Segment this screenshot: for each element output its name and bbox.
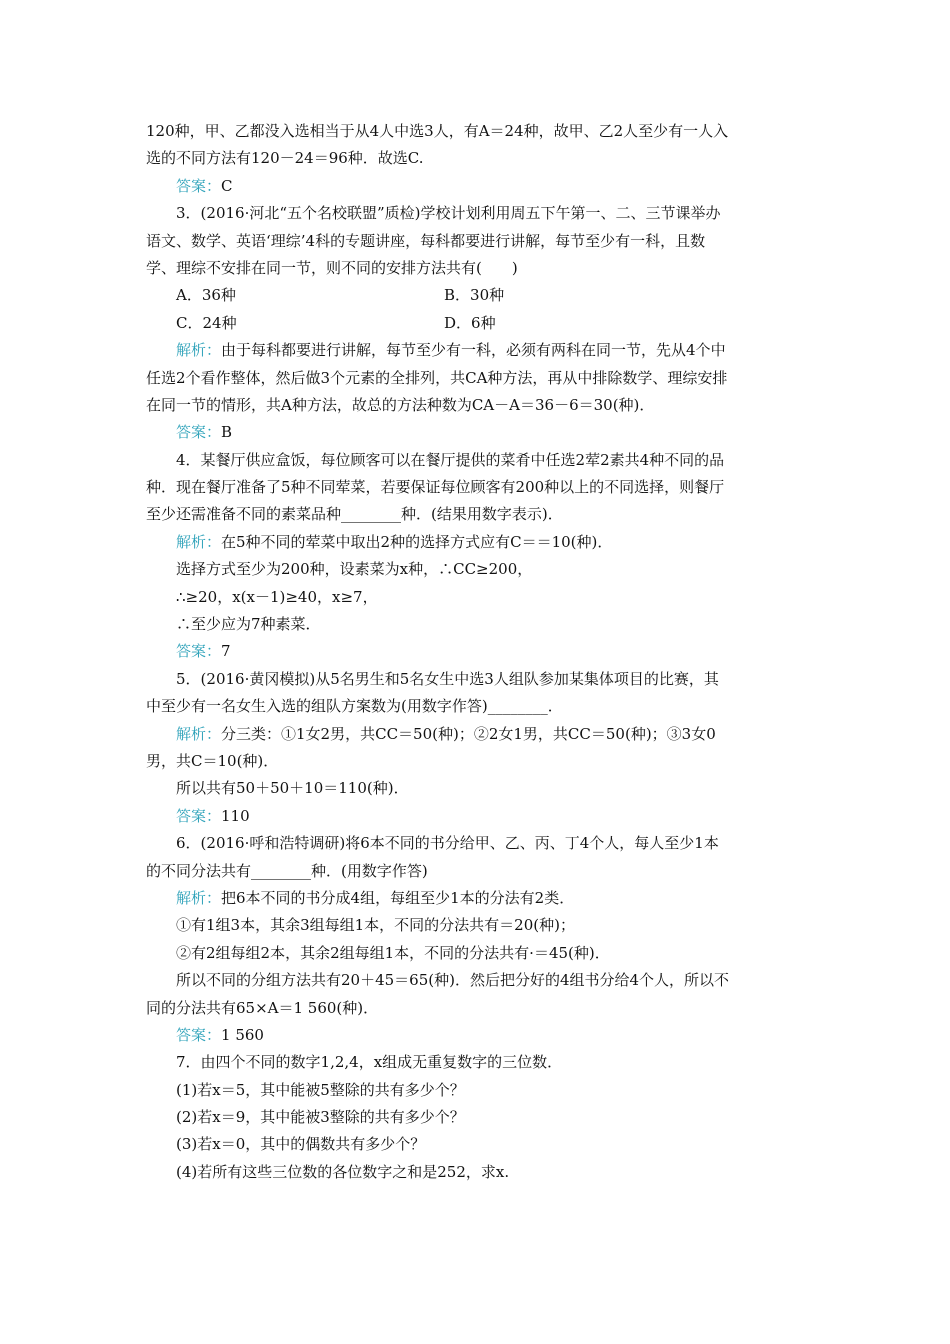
answer-line bbox=[146, 638, 810, 665]
line-text: 所以不同的分组方法共有20＋45＝65(种)．然后把分好的4组书分给4个人，所以不 bbox=[176, 971, 730, 990]
line-text: 同的分法共有65×A＝1 560(种)． bbox=[146, 998, 379, 1017]
line-text: (1)若x＝5，其中能被5整除的共有多少个？ bbox=[176, 1080, 465, 1099]
line-text: 6．(2016·呼和浩特调研)将6本不同的书分给甲、乙、丙、丁4个人，每人至少1本 bbox=[176, 834, 719, 853]
text-line bbox=[146, 940, 810, 967]
text-line bbox=[146, 1049, 810, 1076]
line-text: B bbox=[221, 423, 233, 442]
line-text: (3)若x＝0，其中的偶数共有多少个？ bbox=[176, 1135, 426, 1154]
text-line bbox=[146, 1131, 810, 1158]
section-label: 答案： bbox=[176, 1025, 222, 1044]
text-line bbox=[146, 775, 810, 802]
answer-line bbox=[146, 337, 810, 364]
text-line bbox=[146, 1077, 810, 1104]
text-line bbox=[146, 830, 810, 857]
line-text: ∴至少应为7种素菜． bbox=[176, 615, 321, 634]
line-text: 7．由四个不同的数字1,2,4，x组成无重复数字的三位数． bbox=[176, 1053, 563, 1072]
choice-options-row bbox=[146, 310, 810, 337]
line-text: 把6本不同的书分成4组，每组至少1本的分法有2类． bbox=[221, 888, 575, 907]
line-text: 选择方式至少为200种，设素菜为x种，∴CC≥200， bbox=[176, 560, 533, 579]
text-line bbox=[146, 556, 810, 583]
choice-options-row bbox=[146, 282, 810, 309]
text-line bbox=[146, 858, 810, 885]
document-page bbox=[146, 118, 810, 1186]
text-line bbox=[146, 501, 810, 528]
line-text: 男，共C＝10(种)． bbox=[146, 751, 279, 770]
text-line bbox=[146, 118, 810, 145]
section-label: 解析： bbox=[176, 341, 222, 360]
line-text: (4)若所有这些三位数的各位数字之和是252，求x. bbox=[176, 1162, 510, 1181]
line-text: 在5种不同的荤菜中取出2种的选择方式应有C＝＝10(种)． bbox=[221, 532, 613, 551]
choice-option: D．6种 bbox=[444, 313, 496, 332]
text-line bbox=[146, 447, 810, 474]
line-text: 所以共有50＋50＋10＝110(种)． bbox=[176, 779, 409, 798]
text-line bbox=[146, 365, 810, 392]
section-label: 答案： bbox=[176, 642, 222, 661]
section-label: 答案： bbox=[176, 176, 222, 195]
line-text: ②有2组每组2本，其余2组每组1本，不同的分法共有·＝45(种)． bbox=[176, 943, 610, 962]
line-text: 中至少有一名女生入选的组队方案数为(用数字作答)________． bbox=[146, 697, 563, 716]
line-text: 在同一节的情形，共A种方法，故总的方法种数为CA－A＝36－6＝30(种)． bbox=[146, 395, 655, 414]
line-text: 4．某餐厅供应盒饭，每位顾客可以在餐厅提供的菜肴中任选2荤2素共4种不同的品 bbox=[176, 450, 725, 469]
section-label: 答案： bbox=[176, 423, 222, 442]
text-line bbox=[146, 228, 810, 255]
line-text: 由于每科都要进行讲解，每节至少有一科，必须有两科在同一节，先从4个中 bbox=[221, 341, 726, 360]
line-text: (2)若x＝9，其中能被3整除的共有多少个？ bbox=[176, 1108, 465, 1127]
line-text: 种．现在餐厅准备了5种不同荤菜，若要保证每位顾客有200种以上的不同选择，则餐厅 bbox=[146, 478, 725, 497]
text-line bbox=[146, 1159, 810, 1186]
line-text: 120种，甲、乙都没入选相当于从4人中选3人，有A＝24种，故甲、乙2人至少有一人入 bbox=[146, 122, 729, 140]
text-line bbox=[146, 392, 810, 419]
section-label: 答案： bbox=[176, 806, 222, 825]
line-text: 3．(2016·河北“五个名校联盟”质检)学校计划利用周五下午第一、二、三节课举办 bbox=[176, 204, 721, 223]
answer-line bbox=[146, 885, 810, 912]
text-line bbox=[146, 967, 810, 994]
text-line bbox=[146, 145, 810, 172]
answer-line bbox=[146, 721, 810, 748]
text-line bbox=[146, 693, 810, 720]
text-line bbox=[146, 912, 810, 939]
line-text: ∴≥20，x(x－1)≥40，x≥7， bbox=[176, 587, 378, 606]
text-line bbox=[146, 200, 810, 227]
text-line bbox=[146, 666, 810, 693]
section-label: 解析： bbox=[176, 888, 222, 907]
text-line bbox=[146, 584, 810, 611]
line-text: 1 560 bbox=[221, 1025, 264, 1044]
line-text: 至少还需准备不同的素菜品种________种．(结果用数字表示)． bbox=[146, 505, 563, 524]
answer-line bbox=[146, 803, 810, 830]
section-label: 解析： bbox=[176, 724, 222, 743]
text-line bbox=[146, 611, 810, 638]
line-text: 5．(2016·黄冈模拟)从5名男生和5名女生中选3人组队参加某集体项目的比赛，其 bbox=[176, 669, 719, 688]
line-text: 选的不同方法有120－24＝96种．故选C. bbox=[146, 149, 424, 168]
choice-option: A．36种 bbox=[176, 286, 236, 305]
line-text: ①有1组3本，其余3组每组1本，不同的分法共有＝20(种)； bbox=[176, 916, 575, 935]
text-line bbox=[146, 474, 810, 501]
choice-option: B．30种 bbox=[444, 286, 505, 305]
text-line bbox=[146, 255, 810, 282]
line-text: 7 bbox=[221, 642, 231, 661]
line-text: 的不同分法共有________种．(用数字作答) bbox=[146, 861, 428, 880]
choice-option: C．24种 bbox=[176, 313, 237, 332]
line-text: C bbox=[221, 176, 233, 195]
text-line bbox=[146, 1104, 810, 1131]
text-line bbox=[146, 748, 810, 775]
answer-line bbox=[146, 529, 810, 556]
section-label: 解析： bbox=[176, 532, 222, 551]
answer-line bbox=[146, 419, 810, 446]
line-text: 任选2个看作整体，然后做3个元素的全排列，共CA种方法，再从中排除数学、理综安排 bbox=[146, 368, 728, 387]
answer-line bbox=[146, 1022, 810, 1049]
answer-line bbox=[146, 173, 810, 200]
line-text: 学、理综不安排在同一节，则不同的安排方法共有( ) bbox=[146, 258, 518, 277]
line-text: 语文、数学、英语‘理综’4科的专题讲座，每科都要进行讲解，每节至少有一科，且数 bbox=[146, 231, 706, 250]
line-text: 分三类：①1女2男，共CC＝50(种)；②2女1男，共CC＝50(种)；③3女0 bbox=[221, 724, 716, 743]
line-text: 110 bbox=[221, 806, 250, 825]
text-line bbox=[146, 995, 810, 1022]
